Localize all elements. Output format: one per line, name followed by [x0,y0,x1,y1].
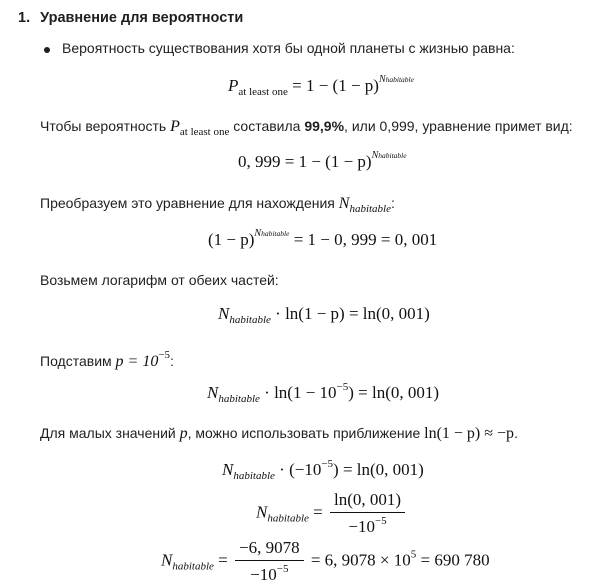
fraction: $\frac{\ln(0, 001)}{-10^{-5}}$ [330,490,405,537]
paragraph-substitute: Подставим $p = 10^{-5}$: [40,349,174,370]
formula-logarithm: $N_{habitable} \cdot \ln(1 - p) = \ln(0$, 001) [218,304,430,326]
formula-substituted: $N_{habitable} \cdot \ln(1 - 10^{-5}) = \ln(0$, 001) [207,381,440,405]
paragraph-logarithm: Возьмем логарифм от обеих частей: [40,272,279,288]
formula-approximated: $N_{habitable} \cdot (-10^{-5}) = \ln(0$, 001) [222,458,424,482]
bullet-dot-icon [44,47,50,53]
formula-transformed: $(1 - p)^{Nhabitable} = 1 - 0$, 999 = 0, 001 [208,228,438,249]
paragraph-target-probability: Чтобы вероятность $P_{at least one}$ составила 99,9%, или 0,999, уравнение примет вид: [40,118,573,138]
formula-final-result: $N_{habitable}$ = $\frac{-6, 9078}{-10^{-5}}$ = 6, $9078 \times 10^5 = 690$ 780 [161,538,490,584]
paragraph-transform: Преобразуем это уравнение для нахождения $N_{habitable}$: [40,195,395,215]
section-heading [18,10,243,26]
formula-probability: $P_{at least one} = 1 - (1 - p)^{Nhabitable}$ [228,74,414,98]
bullet-text: Вероятность существования хотя бы одной планеты с жизнью равна: [62,40,515,56]
section-number: 1. [18,10,31,26]
section-title: Уравнение для вероятности [40,10,244,26]
paragraph-approximation: Для малых значений p, можно использовать приближение ln(1 − p) ≈ −p. [40,425,518,442]
formula-solution-fraction: $N_{habitable}$ = $\frac{\ln(0, 001)}{-10^{-5}}$ [256,490,408,537]
fraction: $\frac{-6, 9078}{-10^{-5}}$ [235,538,304,585]
formula-equation: 0, $999 = 1 - (1 - p)^{Nhabitable}$ [238,150,407,171]
